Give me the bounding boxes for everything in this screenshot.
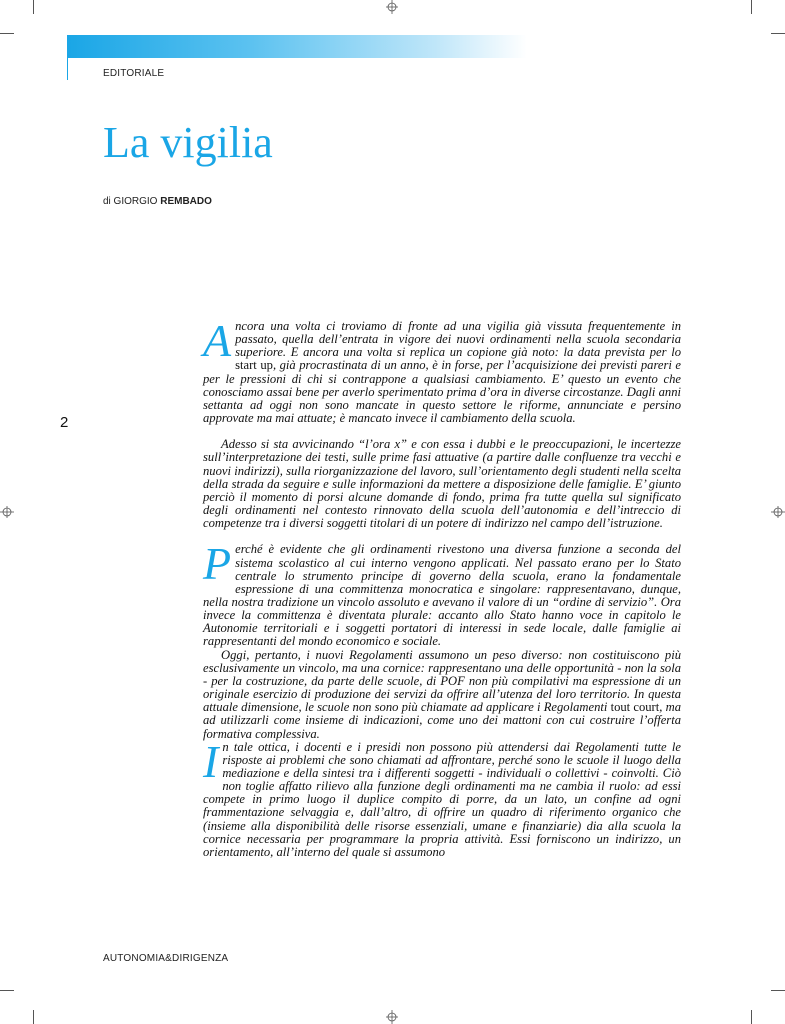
registration-mark-icon [383,0,401,18]
section-label: EDITORIALE [103,68,165,79]
registration-mark-icon [767,503,785,521]
paragraph [203,735,681,859]
article-body [203,315,681,859]
crop-mark [751,0,752,14]
footer-magazine: AUTONOMIA&DIRIGENZA [103,953,229,964]
crop-mark [771,990,785,991]
crop-mark [33,1010,34,1024]
crop-mark [0,990,14,991]
paragraph-text: erché è evidente che gli ordinamenti rivestono una diversa funzione a seconda del sistema scolastico al cui interno vengono applicati. Nel passato erano per lo Stato centrale lo strumento principe di governo della scuola, erano la fondamentale espressione di una committenza monocratica e singolare: rappresentavano, dunque, nella nostra tradizione un vincolo assoluto e avevano il valore di un “ordine di servizio”. Ora invece la committenza è diventata plurale: accanto allo Stato hanno voce in capitolo le Autonomie territoriali e i soggetti portatori di interessi in sede locale, dalle famiglie ai rappresentanti del mondo economico e sociale. [203,542,681,649]
drop-cap: P [203,538,232,590]
crop-mark [0,33,14,34]
paragraph-text: n tale ottica, i docenti e i presidi non possono più attendersi dai Regolamenti tutte le risposte ai problemi che sono chiamati ad affrontare, perché sono le scuole il luogo della mediazione e della sintesi tra i differenti soggetti - individuali o collettivi - coinvolti. Ciò non toglie affatto rilievo alla funzione degli ordinamenti ma ne cambia il ruolo: ad essi compete in primo luogo il duplice compito di porre, da un lato, un confine ad ogni frammentazione selvaggia e, dall’altro, di offrire un quadro di riferimento organico che (insieme alla disponibilità delle risorse essenziali, umane e finanziarie) dia alla scuola la cornice necessaria per programmare la propria attività. Essi forniscono un indirizzo, un orientamento, all’interno del quale si assumono [203,739,681,859]
paragraph [203,649,681,741]
page-number: 2 [60,414,69,431]
paragraph [203,538,681,649]
paragraph: Adesso si sta avvicinando “l’ora x” e con essa i dubbi e le preoccupazioni, le incertezze sull’interpretazione dei testi, sulle prime fasi attuative (a partire dalle confluenze tra vecchi e nuovi indirizzi), sulla riorganizzazione del lavoro, sull’orientamento degli studenti nella scelta della strada da seguire e sulle informazioni da mettere a disposizione delle famiglie. E’ giunto perciò il momento di porsi alcune domande di fondo, prima fra tutte quella sul significato degli ordinamenti nel contesto rinnovato della scuola dell’autonomia e dell’intreccio di competenze tra i diversi soggetti titolari di un potere di indirizzo nel campo dell’istruzione. [203,437,681,531]
paragraph-text: tout court [610,700,660,715]
crop-mark [751,1010,752,1024]
paragraph-text: start up [235,358,273,373]
paragraph-text: ncora una volta ci troviamo di fronte ad una vigilia già vissuta frequentemente in passato, quella dell’entrata in vigore dei nuovi ordinamenti nella scuola secondaria superiore. E ancora una volta si replica un copione già noto: la data prevista per lo [235,319,681,360]
paragraph-text: , già procrastinata di un anno, è in forse, per l’acquisizione dei previsti pareri e per le pressioni di chi si contrappone a qualsiasi cambiamento. E’ questo un evento che conosciamo assai bene per averlo sperimentato prima d’ora in diverse circostanze. Dagli anni settanta ad oggi non sono mancate in questo settore le riforme, annunciate e persino approvate ma mai attuate; è mancato invece il cambiamento della scuola. [203,358,681,426]
header-rule [67,35,68,80]
paragraph-text: , ma ad utilizzarli come insieme di indicazioni, come uno dei mattoni con cui costruire l’offerta formativa complessiva. [203,700,681,741]
crop-mark [33,0,34,14]
byline-prefix: di GIORGIO [103,196,158,207]
paragraph-text: Oggi, pertanto, i nuovi Regolamenti assumono un peso diverso: non costituiscono più esclusivamente un vincolo, ma una cornice: rappresentano una delle opportunità - non la sola - per la costruzione, da parte delle scuole, di POF non più compilativi ma espressione di un originale esercizio di produzione dei servizi da offrire all’utenza del loro territorio. In questa attuale dimensione, le scuole non sono più chiamate ad applicare i Regolamenti [203,647,681,715]
paragraph [203,315,681,426]
byline [103,196,212,207]
author-name: REMBADO [160,196,212,207]
drop-cap: A [203,315,232,366]
crop-mark [771,33,785,34]
drop-cap: I [203,735,219,787]
page-title: La vigilia [103,118,273,167]
registration-mark-icon [0,503,18,521]
header-gradient-bar [67,35,527,58]
registration-mark-icon [383,1006,401,1024]
